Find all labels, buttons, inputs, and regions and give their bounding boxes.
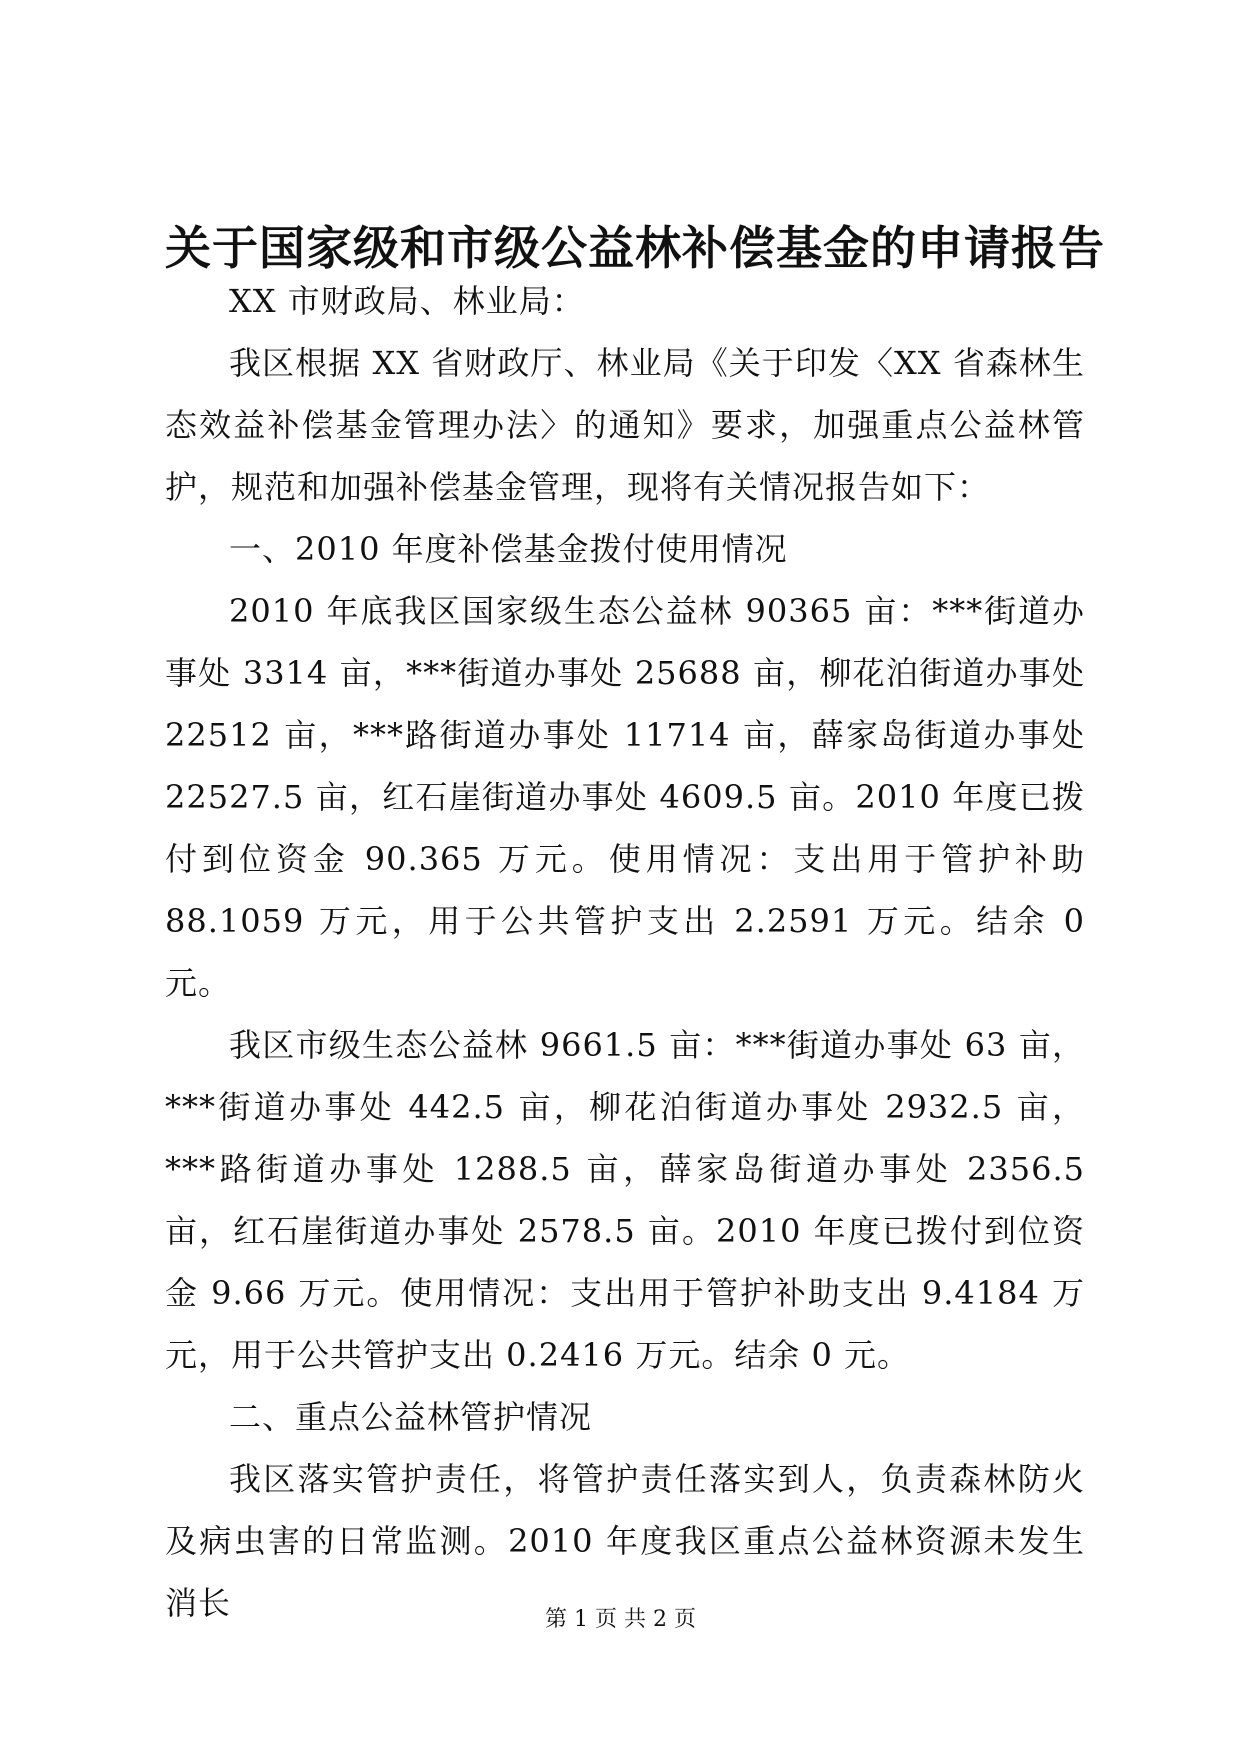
document-title: 关于国家级和市级公益林补偿基金的申请报告 xyxy=(165,221,1105,275)
page-number-footer: 第 1 页 共 2 页 xyxy=(545,1607,696,1632)
intro-paragraph: 我区根据 XX 省财政厅、林业局《关于印发〈XX 省森林生态效益补偿基金管理办法〉的通知》要求，加强重点公益林管护，规范和加强补偿基金管理，现将有关情况报告如下： xyxy=(165,344,1085,506)
national-forest-paragraph: 2010 年底我区国家级生态公益林 90365 亩：***街道办事处 3314 亩，***街道办事处 25688 亩，柳花泊街道办事处 22512 亩，***路街道办事处 11714 亩，薛家岛街道办事处 22527.5 亩，红石崖街道办事处 4609.5 亩。2010 年度已拨付到位资金 90.365 万元。使用情况：支出用于管护补助 88.1059 万元，用于公共管护支出 2.2591 万元。结余 0 元。 xyxy=(165,592,1085,1002)
section-heading-2: 二、重点公益林管护情况 xyxy=(229,1398,593,1436)
section-heading-1: 一、2010 年度补偿基金拨付使用情况 xyxy=(229,530,788,568)
salutation-paragraph: XX 市财政局、林业局： xyxy=(229,282,585,320)
document-body xyxy=(165,270,1085,1634)
city-forest-paragraph: 我区市级生态公益林 9661.5 亩：***街道办事处 63 亩，***街道办事处 442.5 亩，柳花泊街道办事处 2932.5 亩，***路街道办事处 1288.5 亩，薛家岛街道办事处 2356.5 亩，红石崖街道办事处 2578.5 亩。2010 年度已拨付到位资金 9.66 万元。使用情况：支出用于管护补助支出 9.4184 万元，用于公共管护支出 0.2416 万元。结余 0 元。 xyxy=(165,1026,1085,1374)
management-paragraph: 我区落实管护责任，将管护责任落实到人，负责森林防火及病虫害的日常监测。2010 年度我区重点公益林资源未发生消长 xyxy=(165,1460,1085,1622)
